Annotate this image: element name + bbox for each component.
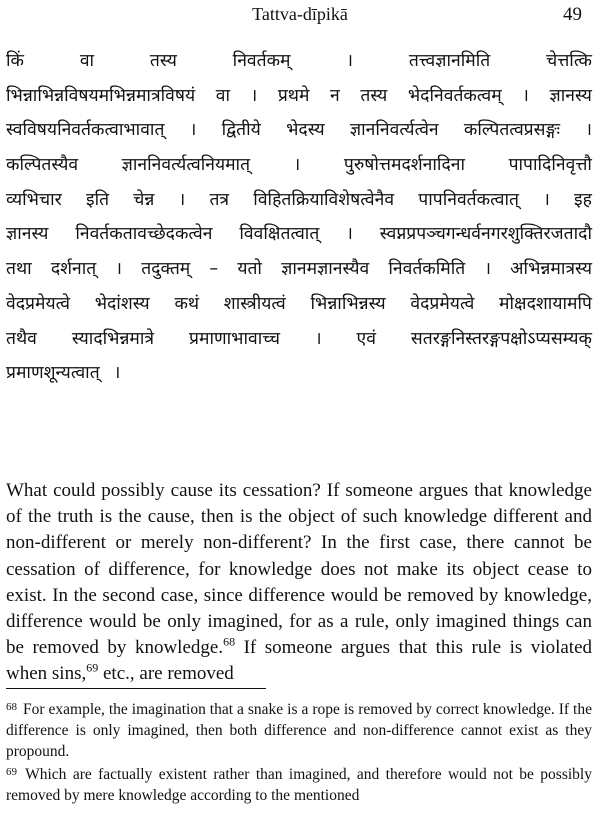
english-translation (6, 478, 592, 688)
sanskrit-word: प्रथमे (277, 85, 310, 106)
sanskrit-word: स्वप्नप्रपञ्चगन्धर्वनगरशुक्तिरजतादौ (379, 224, 592, 245)
sanskrit-word: मोक्षदशायामपि (499, 293, 592, 314)
sanskrit-word: । (113, 363, 121, 384)
sanskrit-line (6, 322, 592, 357)
sanskrit-word: पापादिनिवृत्तौ (508, 155, 592, 176)
footnote-69 (6, 762, 592, 806)
sanskrit-word: । (115, 259, 123, 280)
sanskrit-word: द्वितीये (221, 120, 261, 141)
sanskrit-word: तथैव (6, 328, 37, 349)
sanskrit-word: । (543, 189, 550, 210)
sanskrit-word: शास्त्रीयत्वं (223, 293, 286, 314)
sanskrit-text-block (6, 44, 592, 391)
sanskrit-word: । (346, 224, 353, 245)
sanskrit-word: भिन्नाभिन्नस्य (310, 293, 386, 314)
sanskrit-word: पापनिवर्तकत्वात् (418, 189, 519, 210)
translation-text: etc., are removed (98, 663, 234, 685)
sanskrit-word: विहितक्रियाविशेषत्वेनैव (253, 189, 395, 210)
sanskrit-word: किं (6, 51, 24, 71)
sanskrit-word: – (209, 259, 219, 280)
sanskrit-word: । (250, 85, 258, 106)
sanskrit-word: इति (85, 189, 110, 210)
sanskrit-word: अभिन्नमात्रस्य (510, 259, 592, 280)
sanskrit-word: वा (215, 85, 230, 106)
sanskrit-word: तदुक्तम् (141, 259, 191, 280)
sanskrit-word: ज्ञानस्य (549, 85, 592, 106)
sanskrit-line (6, 252, 592, 287)
sanskrit-line (6, 79, 592, 114)
sanskrit-word: पुरुषोत्तमदर्शनादिना (343, 155, 465, 176)
sanskrit-word: भेदनिवर्तकत्वम् (407, 85, 502, 106)
sanskrit-word: तस्य (360, 85, 388, 106)
sanskrit-word: वेदप्रमेयत्वे (6, 293, 70, 314)
sanskrit-word: ज्ञानमज्ञानस्यैव (281, 259, 370, 280)
sanskrit-word: । (293, 155, 301, 176)
sanskrit-word: । (189, 120, 197, 141)
sanskrit-word: ज्ञाननिवर्त्यत्वनियमात् (121, 155, 251, 176)
running-title: Tattva-dīpikā (252, 4, 348, 24)
sanskrit-word: । (314, 328, 322, 349)
sanskrit-word: । (346, 51, 353, 71)
sanskrit-word: इह (574, 189, 592, 210)
sanskrit-word: सतरङ्गनिस्तरङ्गपक्षोऽप्यसम्यक् (410, 328, 592, 349)
sanskrit-line (6, 217, 592, 252)
sanskrit-word: प्रमाणशून्यत्वात् (6, 363, 100, 384)
footnote-divider (6, 688, 266, 689)
sanskrit-line (6, 113, 592, 148)
translation-text: If someone argues that this rule is violated when sins, (6, 637, 592, 685)
sanskrit-word: प्रमाणाभावाच्च (189, 328, 280, 349)
sanskrit-word: कल्पितस्यैव (6, 155, 79, 176)
sanskrit-line (6, 183, 592, 218)
sanskrit-word: तथा (6, 259, 32, 280)
sanskrit-word: व्यभिचार (6, 189, 62, 210)
sanskrit-word: तत्र (209, 189, 230, 210)
page-number: 49 (563, 4, 582, 25)
sanskrit-word: निवर्तकम् (232, 51, 291, 71)
sanskrit-word: एवं (356, 328, 376, 349)
sanskrit-word: कल्पितत्वप्रसङ्गः (463, 120, 561, 141)
sanskrit-word: भेदांशस्य (94, 293, 150, 314)
sanskrit-word: दर्शनात् (50, 259, 97, 280)
sanskrit-word: । (522, 85, 529, 106)
footnotes (6, 697, 592, 806)
translation-text: What could possibly cause its cessation? If someone argues that knowledge of the truth is the cause, then is the object of such knowledge different and non-different or merely non-different? In the first case, there cannot be cessation of difference, for knowledge does not make its object cease to exist. In the second case, since difference would be removed by knowledge, difference would be only imagined, for as a rule, only imagined things can be removed by knowledge. (6, 480, 592, 659)
sanskrit-word: भेदस्य (286, 120, 325, 141)
sanskrit-word: यतो (237, 259, 262, 280)
sanskrit-word: चेन्न (133, 189, 155, 210)
sanskrit-word: स्वविषयनिवर्तकत्वाभावात् (6, 120, 165, 141)
sanskrit-line (6, 148, 592, 183)
sanskrit-word: भिन्नाभिन्नविषयमभिन्नमात्रविषयं (6, 85, 196, 106)
footnote-text: Which are factually existent rather than imagined, and therefore would not be possibly removed by mere knowledge according to the mentioned (6, 766, 592, 804)
sanskrit-line (6, 44, 592, 79)
sanskrit-word: ज्ञाननिवर्त्यत्वेन (349, 120, 439, 141)
page-header (0, 4, 600, 30)
footnote-number: 69 (6, 766, 17, 778)
sanskrit-word: । (178, 189, 186, 210)
footnote-number: 68 (6, 701, 17, 713)
sanskrit-word: निवर्तकतावच्छेदकत्वेन (75, 224, 213, 245)
sanskrit-line (6, 287, 592, 322)
footnote-68 (6, 697, 592, 762)
footnote-ref-68[interactable]: 68 (223, 634, 236, 649)
sanskrit-word: । (585, 120, 592, 141)
sanskrit-word: तत्त्वज्ञानमिति (408, 51, 491, 71)
footnote-text: For example, the imagination that a snake is a rope is removed by correct knowledge. If the difference is only imagined, then both difference and non-difference cannot exist as they propound. (6, 701, 592, 760)
sanskrit-word: वेदप्रमेयत्वे (410, 293, 475, 314)
sanskrit-line (6, 356, 592, 391)
sanskrit-word: चेत्तत्कि (546, 51, 592, 71)
sanskrit-word: निवर्तकमिति (388, 259, 466, 280)
sanskrit-word: स्यादभिन्नमात्रे (71, 328, 155, 349)
sanskrit-word: तस्य (149, 51, 177, 71)
sanskrit-word: । (484, 259, 492, 280)
sanskrit-word: विवक्षितत्वात् (239, 224, 320, 245)
sanskrit-word: न (330, 85, 340, 106)
sanskrit-word: ज्ञानस्य (6, 224, 49, 245)
sanskrit-word: कथं (174, 293, 200, 314)
sanskrit-word: वा (79, 51, 95, 71)
footnote-ref-69[interactable]: 69 (86, 661, 99, 676)
